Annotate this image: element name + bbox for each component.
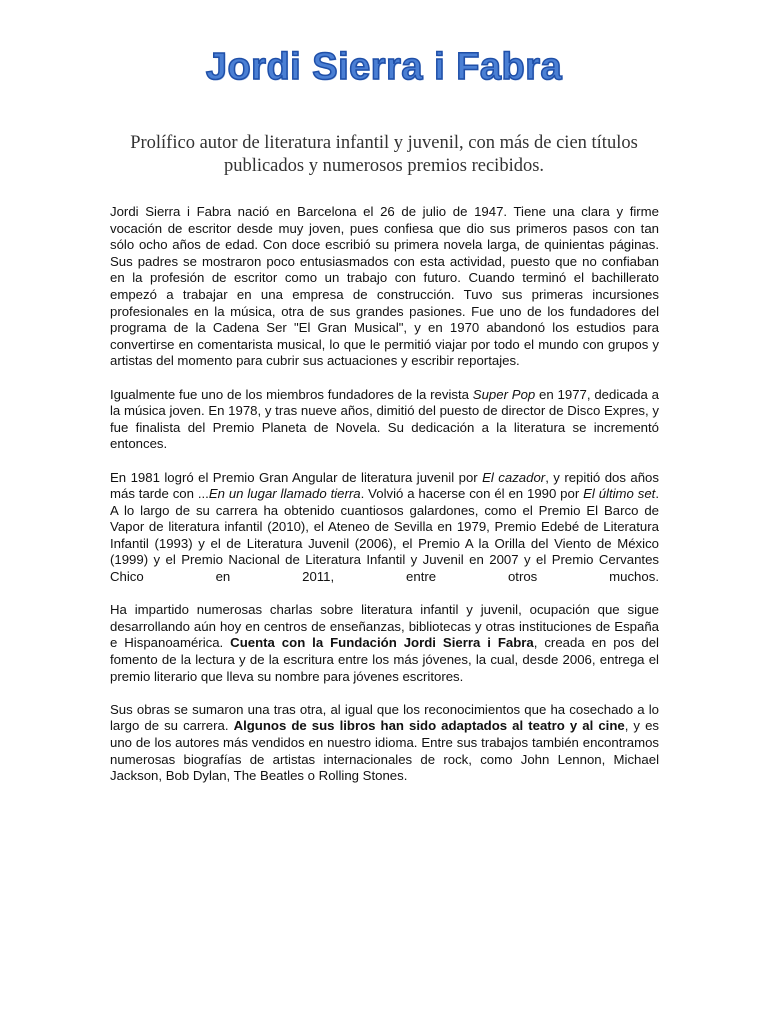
document-subtitle: Prolífico autor de literatura infantil y juvenil, con más de cien títulos publicados y numerosos premios recibidos.: [130, 133, 638, 176]
paragraph-5-text-cont: , y es uno de los autores más vendidos en nuestro idioma. Entre sus trabajos también encontramos numerosas biografías de artistas internacionales de rock, como John Lennon, Michael Jackson, Bob Dylan, The Beatles o Rolling Stones.: [110, 718, 660, 784]
foundation-highlight: Cuenta con la Fundación Jordi Sierra i Fabra: [230, 635, 534, 651]
paragraph-5: [110, 702, 659, 785]
paragraph-3-text-d: . A lo largo de su carrera ha obtenido cuantiosos galardones, como el Premio El Barco de Vapor de literatura infantil (2010), el Ateneo de Sevilla en 1979, Premio Edebé de Literatura Infantil (1993) y el de Literatura Juvenil (2006), el Premio A la Orilla del Viento de México (1999) y el Premio Nacional de Literatura Infantil y Juvenil en 2007 y el Premio Cervantes Chico en 2011, entre otros muchos.: [110, 486, 660, 585]
paragraph-3-text-c: . Volvió a hacerse con él en 1990 por: [360, 486, 584, 502]
paragraph-3-text: En 1981 logró el Premio Gran Angular de literatura juvenil por: [110, 469, 483, 485]
paragraph-2-text: Igualmente fue uno de los miembros fundadores de la revista: [110, 386, 473, 402]
adaptations-highlight: Algunos de sus libros han sido adaptados al teatro y al cine: [233, 718, 625, 734]
book-title-en-un-lugar: En un lugar llamado tierra: [208, 486, 361, 502]
paragraph-2-text-cont: en 1977, dedicada a la música joven. En 1978, y tras nueve años, dimitió del puesto de director de Disco Expres, y fue finalista del Premio Planeta de Novela. Su dedicación a la literatura se incrementó entonces.: [110, 386, 659, 452]
book-title-el-cazador: El cazador: [482, 469, 546, 485]
magazine-title: Super Pop: [472, 386, 536, 402]
paragraph-3-text-b: , y repitió dos años más tarde con ...: [110, 469, 659, 502]
paragraph-5-text: Sus obras se sumaron una tras otra, al igual que los reconocimientos que ha cosechado a lo largo de su carrera.: [110, 701, 659, 734]
book-title-el-ultimo-set: El último set: [583, 486, 656, 502]
paragraph-1-text: Jordi Sierra i Fabra nació en Barcelona el 26 de julio de 1947. Tiene una clara y firme vocación de escritor desde muy joven, pues confiesa que dio sus primeros pasos con tan sólo ocho años de edad. Con doce escribió su primera novela larga, de quinientas páginas. Sus padres se mostraron poco entusiasmados con esta actividad, puesto que no confiaban en la profesión de escritor como un trabajo con futuro. Cuando terminó el bachillerato empezó a trabajar en una empresa de construcción. Tuvo sus primeras incursiones profesionales en la música, otra de sus grandes pasiones. Fue uno de los fundadores del programa de la Cadena Ser "El Gran Musical", y en 1970 abandonó los estudios para convertirse en comentarista musical, lo que le permitió viajar por todo el mundo con grupos y artistas del momento para cubrir sus actuaciones y escribir reportajes.: [110, 204, 659, 369]
paragraph-4-text-cont: , creada en pos del fomento de la lectura y de la escritura entre los más jóvenes, la cual, desde 2006, entrega el premio literario que lleva su nombre para jóvenes escritores.: [110, 635, 659, 684]
paragraph-3: [110, 470, 659, 586]
paragraph-4: [110, 602, 659, 685]
paragraph-2: [110, 387, 659, 453]
paragraph-4-text: Ha impartido numerosas charlas sobre literatura infantil y juvenil, ocupación que sigue desarrollando aún hoy en centros de enseñanzas, bibliotecas y otras instituciones de España e Hispanoamérica.: [110, 602, 659, 651]
paragraph-1: [110, 204, 659, 370]
document-body: [110, 204, 659, 801]
document-title: Jordi Sierra i Fabra: [205, 46, 563, 88]
